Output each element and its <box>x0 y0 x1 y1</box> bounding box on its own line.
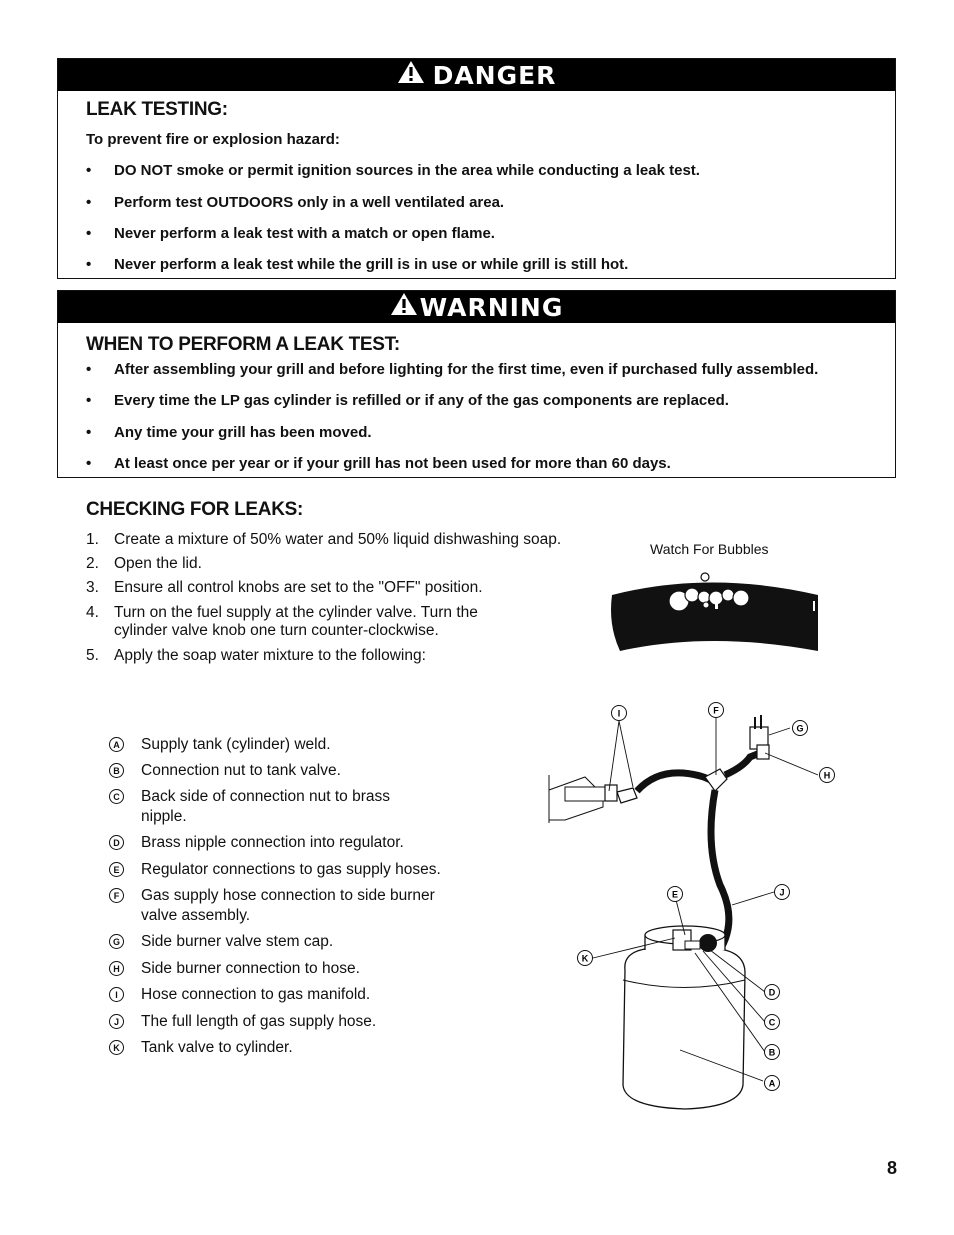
warning-triangle-icon <box>397 60 425 90</box>
part-item: A Supply tank (cylinder) weld. <box>109 735 471 755</box>
step-item: 4. Turn on the fuel supply at the cylinder valve. Turn the cylinder valve knob one turn counter-clockwise. <box>86 604 478 639</box>
bubbles-caption: Watch For Bubbles <box>650 541 769 557</box>
part-item: H Side burner connection to hose. <box>109 959 471 979</box>
step-item: 3. Ensure all control knobs are set to the "OFF" position. <box>86 579 483 596</box>
callout-label: I <box>617 708 621 719</box>
warning-banner <box>58 291 895 323</box>
callout-badge: G <box>109 934 124 949</box>
callout-label: D <box>768 987 776 998</box>
part-item: G Side burner valve stem cap. <box>109 932 471 952</box>
danger-banner-text: DANGER <box>432 60 557 90</box>
warning-item: • Every time the LP gas cylinder is refilled or if any of the gas components are replaced. <box>86 392 729 409</box>
callout-label: H <box>823 770 831 781</box>
warning-box <box>57 290 896 478</box>
callout-label: K <box>581 953 589 964</box>
callout-badge: C <box>109 789 124 804</box>
callout-label: C <box>768 1017 776 1028</box>
callout-badge: D <box>109 835 124 850</box>
part-item: F Gas supply hose connection to side burner valve assembly. <box>109 886 471 926</box>
callout-label: A <box>768 1078 776 1089</box>
callout-label: E <box>671 889 679 900</box>
checking-title: CHECKING FOR LEAKS: <box>86 499 304 520</box>
callout-badge: F <box>109 888 124 903</box>
callout-badge: I <box>109 987 124 1002</box>
warning-triangle-icon <box>390 292 418 322</box>
callout-badge: J <box>109 1014 124 1029</box>
part-item: D Brass nipple connection into regulator. <box>109 833 471 853</box>
warning-banner-text: WARNING <box>419 292 564 322</box>
danger-item: • Perform test OUTDOORS only in a well ventilated area. <box>86 194 505 211</box>
warning-item: • At least once per year or if your grill has not been used for more than 60 days. <box>86 455 671 472</box>
step-item: 2. Open the lid. <box>86 555 202 572</box>
gas-system-diagram <box>545 695 845 1120</box>
step-item: 5. Apply the soap water mixture to the following: <box>86 647 426 664</box>
part-item: K Tank valve to cylinder. <box>109 1038 471 1058</box>
warning-item: • Any time your grill has been moved. <box>86 424 372 441</box>
danger-banner <box>58 59 895 91</box>
warning-item: • After assembling your grill and before lighting for the first time, even if purchased fully assembled. <box>86 361 819 378</box>
danger-item: • Never perform a leak test with a match or open flame. <box>86 225 495 242</box>
leak-testing-intro: To prevent fire or explosion hazard: <box>86 131 340 148</box>
part-item: B Connection nut to tank valve. <box>109 761 471 781</box>
callout-badge: E <box>109 862 124 877</box>
callout-badge: B <box>109 763 124 778</box>
callout-badge: H <box>109 961 124 976</box>
callout-label: G <box>796 723 804 734</box>
step-item: 1. Create a mixture of 50% water and 50% liquid dishwashing soap. <box>86 531 562 548</box>
when-to-test-title: WHEN TO PERFORM A LEAK TEST: <box>86 334 400 355</box>
callout-badge: K <box>109 1040 124 1055</box>
callout-badge: A <box>109 737 124 752</box>
part-item: E Regulator connections to gas supply hoses. <box>109 860 471 880</box>
danger-item: • Never perform a leak test while the grill is in use or while grill is still hot. <box>86 256 629 273</box>
part-item: C Back side of connection nut to brass nipple. <box>109 787 431 827</box>
page-number: 8 <box>886 1158 897 1178</box>
danger-item: • DO NOT smoke or permit ignition sources in the area while conducting a leak test. <box>86 162 700 179</box>
part-item: J The full length of gas supply hose. <box>109 1012 471 1032</box>
callout-label: J <box>779 887 785 898</box>
part-item: I Hose connection to gas manifold. <box>109 985 471 1005</box>
leak-testing-title: LEAK TESTING: <box>86 99 228 120</box>
callout-label: F <box>713 705 719 716</box>
bubbles-illustration <box>600 565 830 660</box>
callout-label: B <box>768 1047 776 1058</box>
